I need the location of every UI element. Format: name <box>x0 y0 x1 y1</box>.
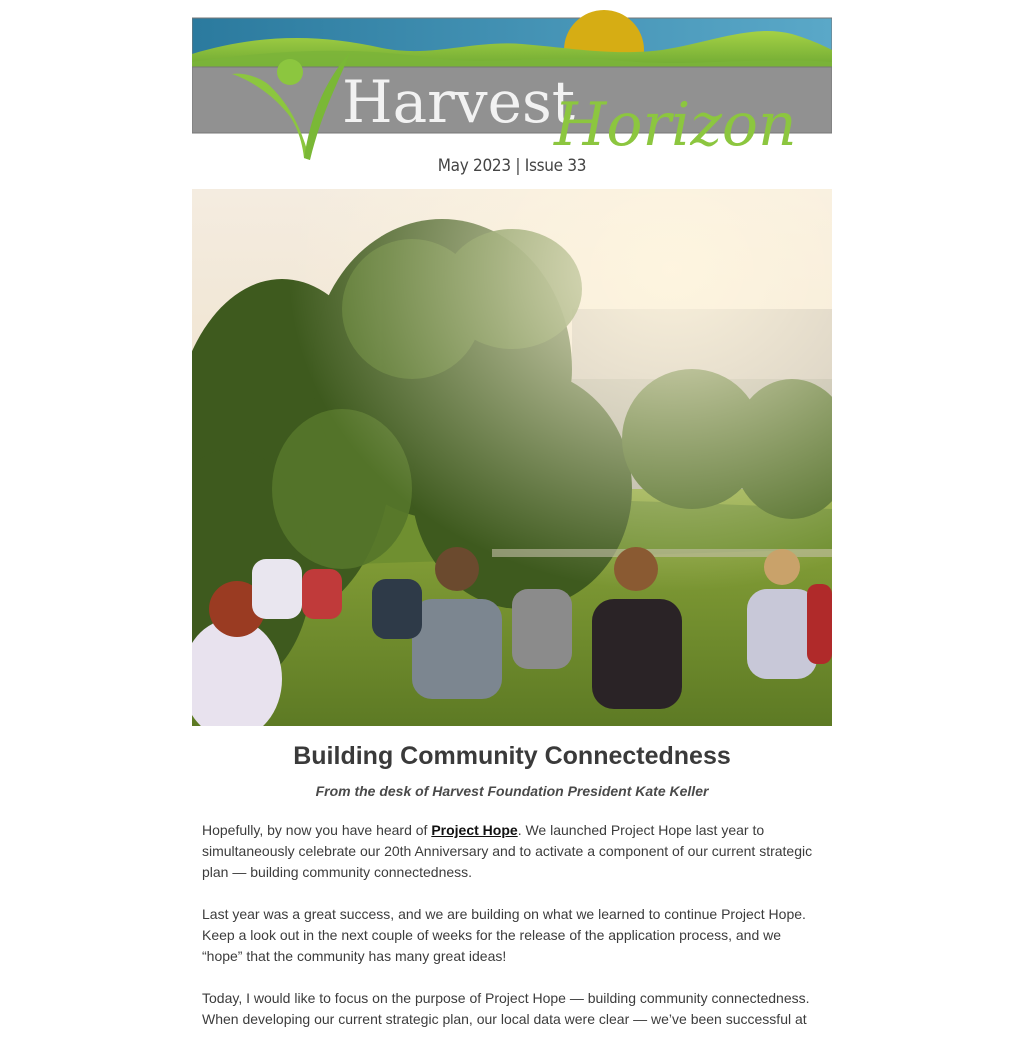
paragraph-text: . We launched Project Hope last year to simultaneously celebrate our 20th Anniversary and to activate a component of our current strategic plan — building community connectedness. <box>202 822 813 880</box>
article-paragraph: Last year was a great success, and we are building on what we learned to continue Project Hope. Keep a look out in the next couple of weeks for the release of the application process, and we “hope” that the community has many great ideas! <box>202 906 806 964</box>
article-paragraph: Today, I would like to focus on the purpose of Project Hope — building community connectedness. When developing our current strategic plan, our local data were clear — we’ve been successful at <box>202 990 810 1027</box>
newsletter-banner <box>192 10 832 180</box>
article-body <box>202 820 822 1051</box>
project-hope-link[interactable]: Project Hope <box>431 822 518 838</box>
brand-word-horizon: Horizon <box>554 90 797 160</box>
issue-line: May 2023 | Issue 33 <box>437 156 587 176</box>
article-byline: From the desk of Harvest Foundation President Kate Keller <box>315 783 709 799</box>
hero-photo <box>192 189 832 726</box>
paragraph-text: Hopefully, by now you have heard of <box>202 822 432 838</box>
brand-word-harvest: Harvest <box>342 68 576 136</box>
article-paragraph <box>202 820 822 883</box>
article-headline: Building Community Connectedness <box>293 742 731 770</box>
